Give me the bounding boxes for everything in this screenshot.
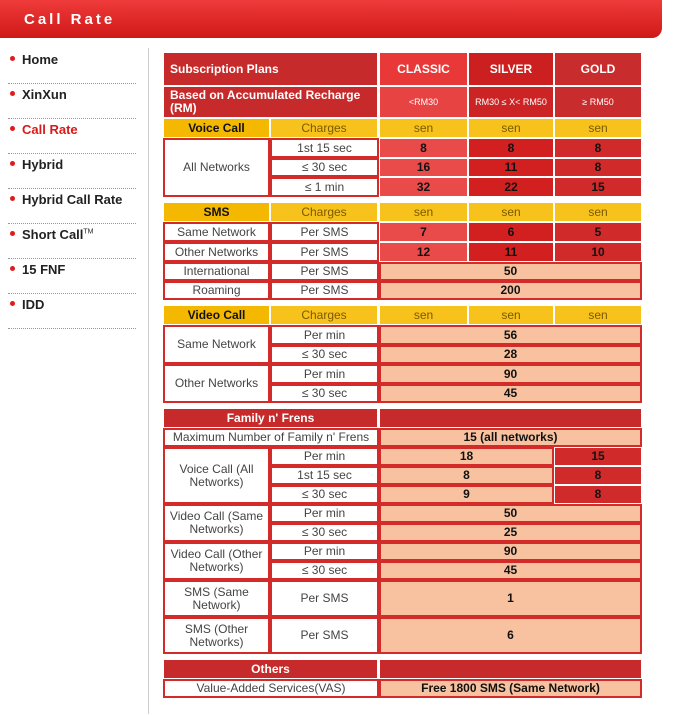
fnf-sms-same-value: 1 bbox=[379, 580, 642, 617]
video-row-label: Per min bbox=[270, 325, 379, 345]
video-unit-gold: sen bbox=[554, 305, 642, 325]
fnf-vc-value: 90 bbox=[379, 542, 642, 561]
vas-value: Free 1800 SMS (Same Network) bbox=[379, 679, 642, 698]
fnf-vc-row-label: Per min bbox=[270, 542, 379, 561]
voice-gold-value: 8 bbox=[554, 158, 642, 177]
voice-silver-value: 8 bbox=[468, 138, 554, 158]
voice-row-label: ≤ 30 sec bbox=[270, 158, 379, 177]
fnf-sms-other-label: SMS (Other Networks) bbox=[163, 617, 270, 654]
sms-unit-classic: sen bbox=[379, 202, 468, 222]
video-unit-silver: sen bbox=[468, 305, 554, 325]
video-charges-header: Charges bbox=[270, 305, 378, 325]
voice-classic-value: 16 bbox=[379, 158, 468, 177]
fnf-max-label: Maximum Number of Family n' Frens bbox=[163, 428, 379, 447]
fnf-vc-row-label: ≤ 30 sec bbox=[270, 523, 379, 542]
fnf-voice-gold: 8 bbox=[554, 466, 642, 485]
sms-gold-value: 10 bbox=[554, 242, 642, 262]
fnf-sms-other-value: 6 bbox=[379, 617, 642, 654]
sms-silver-value: 11 bbox=[468, 242, 554, 262]
fnf-voice-row-label: 1st 15 sec bbox=[270, 466, 379, 485]
fnf-title: Family n' Frens bbox=[163, 408, 378, 428]
bullet-icon bbox=[10, 161, 15, 166]
sms-per-label: Per SMS bbox=[270, 281, 379, 300]
sms-per-label: Per SMS bbox=[270, 262, 379, 281]
sidebar-divider bbox=[148, 48, 149, 714]
fnf-voice-label: Voice Call (All Networks) bbox=[163, 447, 270, 504]
video-value: 45 bbox=[379, 384, 642, 403]
voice-unit-gold: sen bbox=[554, 118, 642, 138]
bullet-icon bbox=[10, 196, 15, 201]
voice-gold-value: 8 bbox=[554, 138, 642, 158]
sms-silver-value: 6 bbox=[468, 222, 554, 242]
fnf-voice-classic-silver: 9 bbox=[379, 485, 554, 504]
sms-unit-gold: sen bbox=[554, 202, 642, 222]
sms-gold-value: 5 bbox=[554, 222, 642, 242]
voice-gold-value: 15 bbox=[554, 177, 642, 197]
voice-unit-classic: sen bbox=[379, 118, 468, 138]
video-call-title: Video Call bbox=[163, 305, 270, 325]
voice-silver-value: 22 bbox=[468, 177, 554, 197]
voice-all-networks: All Networks bbox=[163, 138, 270, 197]
fnf-header-fill bbox=[379, 408, 642, 428]
fnf-vc-value: 45 bbox=[379, 561, 642, 580]
others-title: Others bbox=[163, 659, 378, 679]
video-row-label: ≤ 30 sec bbox=[270, 345, 379, 364]
video-other-networks: Other Networks bbox=[163, 364, 270, 403]
video-unit-classic: sen bbox=[379, 305, 468, 325]
sms-classic-value: 12 bbox=[379, 242, 468, 262]
sms-unit-silver: sen bbox=[468, 202, 554, 222]
voice-classic-value: 8 bbox=[379, 138, 468, 158]
sms-row-label: Same Network bbox=[163, 222, 270, 242]
plan-silver: SILVER bbox=[468, 52, 554, 86]
sms-per-label: Per SMS bbox=[270, 222, 379, 242]
bullet-icon bbox=[10, 56, 15, 61]
fnf-sms-same-label: SMS (Same Network) bbox=[163, 580, 270, 617]
classic-range: <RM30 bbox=[379, 86, 468, 118]
sidebar-item-hybrid-call-rate[interactable]: Hybrid Call Rate bbox=[8, 190, 136, 224]
video-value: 90 bbox=[379, 364, 642, 384]
video-same-network: Same Network bbox=[163, 325, 270, 364]
video-value: 28 bbox=[379, 345, 642, 364]
gold-range: ≥ RM50 bbox=[554, 86, 642, 118]
bullet-icon bbox=[10, 301, 15, 306]
fnf-sms-per-label: Per SMS bbox=[270, 580, 379, 617]
sms-charges-header: Charges bbox=[270, 202, 378, 222]
sms-row-label: Other Networks bbox=[163, 242, 270, 262]
fnf-voice-gold: 15 bbox=[554, 447, 642, 466]
voice-row-label: 1st 15 sec bbox=[270, 138, 379, 158]
bullet-icon bbox=[10, 91, 15, 96]
page-banner bbox=[0, 0, 662, 38]
fnf-vc-row-label: ≤ 30 sec bbox=[270, 561, 379, 580]
sidebar-item-short-call[interactable]: Short Call™ bbox=[8, 225, 136, 259]
fnf-voice-row-label: Per min bbox=[270, 447, 379, 466]
vas-label: Value-Added Services(VAS) bbox=[163, 679, 379, 698]
voice-unit-silver: sen bbox=[468, 118, 554, 138]
bullet-icon bbox=[10, 126, 15, 131]
sidebar-item-xinxun[interactable]: XinXun bbox=[8, 85, 136, 119]
fnf-voice-gold: 8 bbox=[554, 485, 642, 504]
fnf-max-value: 15 (all networks) bbox=[379, 428, 642, 447]
video-row-label: Per min bbox=[270, 364, 379, 384]
video-value: 56 bbox=[379, 325, 642, 345]
fnf-vc-value: 50 bbox=[379, 504, 642, 523]
sms-row-label: International bbox=[163, 262, 270, 281]
sms-international-value: 50 bbox=[379, 262, 642, 281]
fnf-vc-other-label: Video Call (Other Networks) bbox=[163, 542, 270, 580]
sms-title: SMS bbox=[163, 202, 270, 222]
sidebar-nav bbox=[8, 50, 136, 330]
sidebar-item-15-fnf[interactable]: 15 FNF bbox=[8, 260, 136, 294]
voice-call-title: Voice Call bbox=[163, 118, 270, 138]
bullet-icon bbox=[10, 266, 15, 271]
fnf-voice-row-label: ≤ 30 sec bbox=[270, 485, 379, 504]
fnf-vc-value: 25 bbox=[379, 523, 642, 542]
plan-classic: CLASSIC bbox=[379, 52, 468, 86]
recharge-basis-label: Based on Accumulated Recharge (RM) bbox=[163, 86, 378, 118]
voice-row-label: ≤ 1 min bbox=[270, 177, 379, 197]
sms-classic-value: 7 bbox=[379, 222, 468, 242]
sidebar-item-home[interactable]: Home bbox=[8, 50, 136, 84]
fnf-vc-row-label: Per min bbox=[270, 504, 379, 523]
fnf-voice-classic-silver: 18 bbox=[379, 447, 554, 466]
sms-roaming-value: 200 bbox=[379, 281, 642, 300]
subscription-plans-header: Subscription Plans bbox=[163, 52, 378, 86]
fnf-vc-same-label: Video Call (Same Networks) bbox=[163, 504, 270, 542]
voice-silver-value: 11 bbox=[468, 158, 554, 177]
sms-per-label: Per SMS bbox=[270, 242, 379, 262]
sms-row-label: Roaming bbox=[163, 281, 270, 300]
sidebar-item-hybrid[interactable]: Hybrid bbox=[8, 155, 136, 189]
sidebar-item-call-rate[interactable]: Call Rate bbox=[8, 120, 136, 154]
sidebar-item-idd[interactable]: IDD bbox=[8, 295, 136, 329]
voice-charges-header: Charges bbox=[270, 118, 378, 138]
fnf-sms-per-label: Per SMS bbox=[270, 617, 379, 654]
voice-classic-value: 32 bbox=[379, 177, 468, 197]
bullet-icon bbox=[10, 231, 15, 236]
video-row-label: ≤ 30 sec bbox=[270, 384, 379, 403]
fnf-voice-classic-silver: 8 bbox=[379, 466, 554, 485]
page-title: Call Rate bbox=[24, 11, 116, 28]
others-header-fill bbox=[379, 659, 642, 679]
plan-gold: GOLD bbox=[554, 52, 642, 86]
silver-range: RM30 ≤ X< RM50 bbox=[468, 86, 554, 118]
